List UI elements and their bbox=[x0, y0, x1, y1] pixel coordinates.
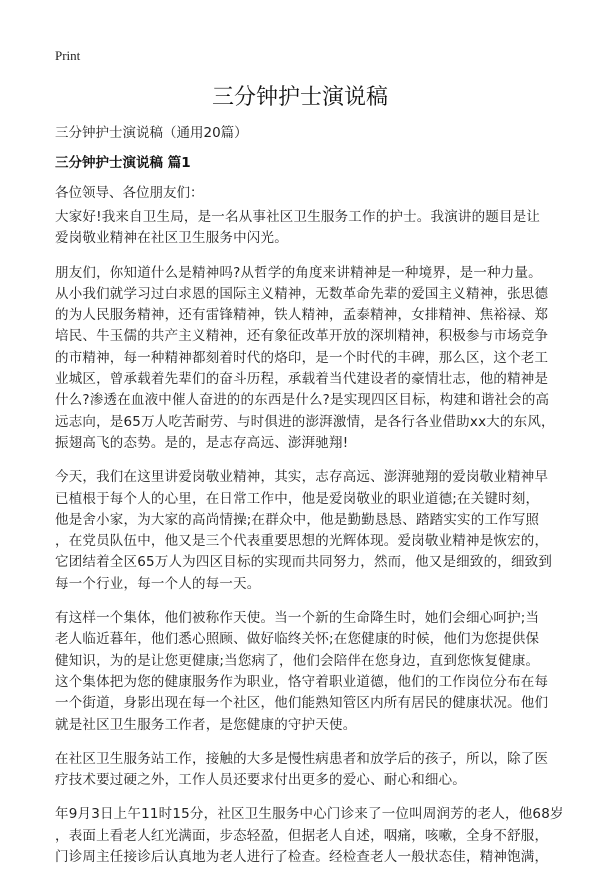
paragraph-5 bbox=[55, 749, 555, 792]
text-line: 培民、牛玉儒的共产主义精神，还有象征改革开放的深圳精神，积极参与市场竞争 bbox=[55, 328, 549, 345]
text-line: 它团结着全区65万人为四区目标的实现而共同努力，然而，他又是细致的，细致到 bbox=[55, 554, 553, 571]
text-line: 的为人民服务精神，还有雷锋精神，铁人精神，孟泰精神，女排精神、焦裕禄、郑 bbox=[55, 307, 549, 324]
text-line: 爱岗敬业精神在社区卫生服务中闪光。 bbox=[55, 230, 288, 247]
paragraph-3 bbox=[55, 467, 555, 595]
text-line: 疗技术要过硬之外，工作人员还要求付出更多的爱心、耐心和细心。 bbox=[55, 772, 466, 789]
section-heading: 三分钟护士演说稿 篇1 bbox=[55, 155, 191, 171]
document-body bbox=[55, 207, 564, 881]
text-line: 从小我们就学习过白求恩的国际主义精神，无数革命先辈的爱国主义精神，张思德 bbox=[55, 285, 549, 302]
text-line: 门诊周主任接诊后认真地为老人进行了检查。经检查老人一般状态佳，精神饱满， bbox=[55, 849, 549, 866]
text-line: 每一个行业，每一个人的每一天。 bbox=[55, 575, 261, 592]
text-line: 这个集体把为您的健康服务作为职业，恪守着职业道德，他们的工作岗位分布在每 bbox=[55, 673, 549, 690]
text-line: 年9月3日上午11时15分，社区卫生服务中心门诊来了一位叫周润芳的老人，他68岁 bbox=[55, 806, 564, 823]
text-line: 一个街道，身影出现在每一个社区，他们能熟知管区内所有居民的健康状况。他们 bbox=[55, 695, 549, 712]
text-line: 朋友们，你知道什么是精神吗?从哲学的角度来讲精神是一种境界，是一种力量。 bbox=[55, 264, 542, 281]
print-label: Print bbox=[55, 48, 81, 63]
paragraph-6 bbox=[55, 804, 564, 868]
text-line: 已植根于每个人的心里，在日常工作中，他是爱岗敬业的职业道德;在关键时刻， bbox=[55, 490, 540, 507]
text-line: 就是社区卫生服务工作者，是您健康的守护天使。 bbox=[55, 716, 357, 733]
document-subtitle: 三分钟护士演说稿（通用20篇） bbox=[55, 125, 248, 141]
text-line: 远志向，是65万人吃苦耐劳、与时俱进的澎湃激情，是各行各业借助xx大的东风， bbox=[55, 413, 555, 430]
text-line: ，在党员队伍中，他又是三个代表重要思想的光辉体现。爱岗敬业精神是恢宏的， bbox=[55, 533, 549, 550]
document-title: 三分钟护士演说稿 bbox=[211, 85, 388, 110]
text-line: ，表面上看老人红光满面，步态轻盈，但据老人自述，咽痛，咳嗽，全身不舒服， bbox=[55, 827, 549, 844]
text-line: 振翅高飞的态势。是的，是志存高远、澎湃驰翔! bbox=[55, 434, 349, 451]
text-line: 在社区卫生服务站工作，接触的大多是慢性病患者和放学后的孩子，所以，除了医 bbox=[55, 750, 549, 767]
text-line: 什么?渗透在血液中催人奋进的的东西是什么?是实现四区目标，构建和谐社会的高 bbox=[55, 392, 550, 409]
greeting: 各位领导、各位朋友们： bbox=[55, 185, 204, 201]
text-line: 业城区，曾承载着先辈们的奋斗历程，承载着当代建设者的豪情壮志，他的精神是 bbox=[55, 371, 549, 388]
paragraph-1 bbox=[55, 207, 555, 250]
paragraph-2 bbox=[55, 263, 555, 455]
text-line: 健知识，为的是让您更健康;当您病了，他们会陪伴在您身边，直到您恢复健康。 bbox=[55, 652, 540, 669]
paragraph-4 bbox=[55, 608, 555, 736]
text-line: 今天，我们在这里讲爱岗敬业精神，其实，志存高远、澎湃驰翔的爱岗敬业精神早 bbox=[55, 469, 549, 486]
text-line: 有这样一个集体，他们被称作天使。当一个新的生命降生时，她们会细心呵护;当 bbox=[55, 610, 540, 627]
text-line: 老人临近暮年，他们悉心照顾、做好临终关怀;在您健康的时候，他们为您提供保 bbox=[55, 631, 540, 648]
text-line: 他是舍小家，为大家的高尚情操;在群众中，他是勤勤恳恳、踏踏实实的工作写照 bbox=[55, 511, 540, 528]
text-line: 的市精神，每一种精神都刻着时代的烙印，是一个时代的丰碑，那么区，这个老工 bbox=[55, 349, 549, 366]
text-line: 大家好!我来自卫生局，是一名从事社区卫生服务工作的护士。我演讲的题目是让 bbox=[55, 209, 541, 225]
